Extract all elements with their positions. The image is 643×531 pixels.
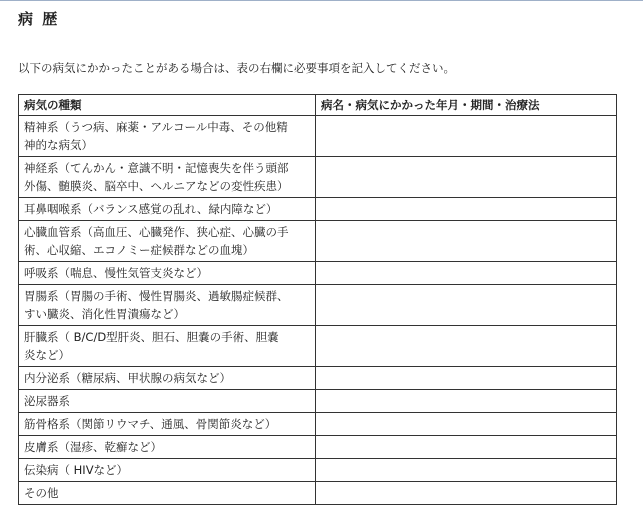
table-row [19,198,617,221]
table-row [19,262,617,285]
category-line: 胃腸系（胃腸の手術、慢性胃腸炎、過敏腸症候群、 [24,289,289,303]
category-line: 術、心収縮、エコノミー症候群などの血塊） [24,243,254,257]
disease-category-gastrointestinal [19,285,316,326]
category-line: すい臓炎、消化性胃潰瘍など） [24,307,185,321]
answer-cell-gastrointestinal[interactable] [316,285,617,326]
table-header-row [19,95,617,116]
answer-cell-skin[interactable] [316,436,617,459]
table-row [19,221,617,262]
header-disease-type: 病気の種類 [19,95,316,116]
disease-category-psychiatric [19,116,316,157]
table-row [19,285,617,326]
category-line: 皮膚系（湿疹、乾癬など） [24,440,162,454]
table-row [19,413,617,436]
answer-cell-psychiatric[interactable] [316,116,617,157]
category-line: 泌尿器系 [24,394,70,408]
disease-category-endocrine [19,367,316,390]
answer-cell-cardiovascular[interactable] [316,221,617,262]
answer-cell-musculoskeletal[interactable] [316,413,617,436]
answer-cell-hepatic[interactable] [316,326,617,367]
category-line: 精神系（うつ病、麻薬・アルコール中毒、その他精 [24,120,288,134]
disease-category-musculoskeletal [19,413,316,436]
disease-category-hepatic [19,326,316,367]
disease-category-infectious [19,459,316,482]
category-line: 外傷、髄膜炎、脳卒中、ヘルニアなどの変性疾患） [24,179,289,193]
table-row [19,390,617,413]
table-row [19,367,617,390]
category-line: 内分泌系（糖尿病、甲状腺の病気など） [24,371,231,385]
answer-cell-ent[interactable] [316,198,617,221]
disease-category-respiratory [19,262,316,285]
category-line: 筋骨格系（関節リウマチ、通風、骨関節炎など） [24,417,277,431]
disease-category-skin [19,436,316,459]
table-row [19,459,617,482]
medical-history-table [18,94,617,505]
category-line: 呼吸系（喘息、慢性気管支炎など） [24,266,208,280]
category-line: 神的な病気） [24,138,93,152]
answer-cell-infectious[interactable] [316,459,617,482]
disease-category-ent [19,198,316,221]
answer-cell-other[interactable] [316,482,617,505]
disease-category-other [19,482,316,505]
answer-cell-neurological[interactable] [316,157,617,198]
disease-category-cardiovascular [19,221,316,262]
disease-category-urinary [19,390,316,413]
answer-cell-respiratory[interactable] [316,262,617,285]
top-border [0,0,643,1]
instruction-text: 以下の病気にかかったことがある場合は、表の右欄に必要事項を記入してください。 [18,61,455,75]
disease-category-neurological [19,157,316,198]
answer-cell-endocrine[interactable] [316,367,617,390]
page-title: 病 歴 [18,10,60,28]
category-line: その他 [24,486,59,500]
category-line: 肝臓系（ B/C/D型肝炎、胆石、胆嚢の手術、胆嚢 [24,330,279,344]
table-row [19,157,617,198]
table-row [19,326,617,367]
category-line: 耳鼻咽喉系（バランス感覚の乱れ、緑内障など） [24,202,278,216]
table-row [19,482,617,505]
answer-cell-urinary[interactable] [316,390,617,413]
table-row [19,436,617,459]
table-row [19,116,617,157]
category-line: 伝染病（ HIVなど） [24,463,129,477]
header-details: 病名・病気にかかった年月・期間・治療法 [316,95,617,116]
category-line: 炎など） [24,348,70,362]
category-line: 心臓血管系（高血圧、心臓発作、狭心症、心臓の手 [24,225,289,239]
category-line: 神経系（てんかん・意識不明・記憶喪失を伴う頭部 [24,161,289,175]
